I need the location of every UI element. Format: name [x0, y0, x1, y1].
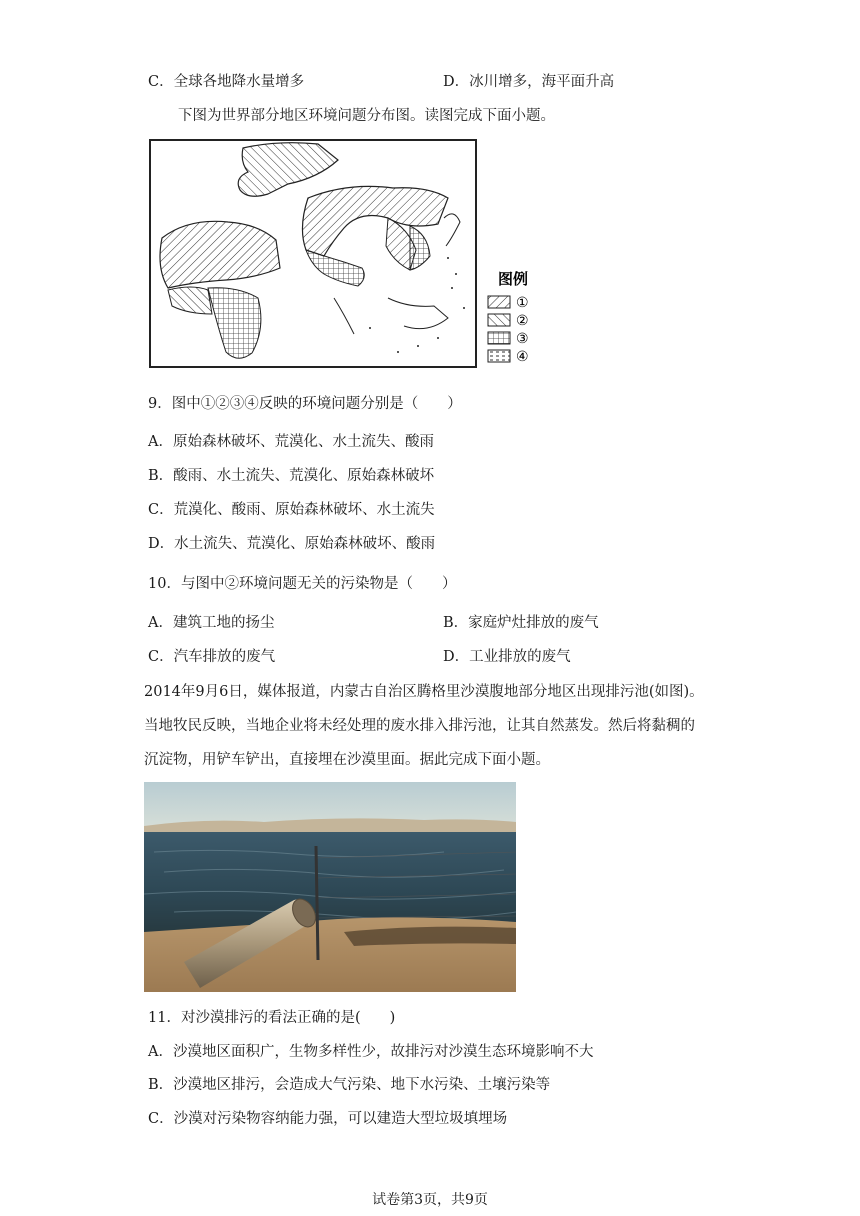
q10-option-d: D．工业排放的废气	[443, 649, 571, 665]
q11-option-b: B．沙漠地区排污，会造成大气污染、地下水污染、土壤污染等	[148, 1077, 551, 1093]
q8-option-d: D．冰川增多，海平面升高	[443, 74, 615, 90]
environment-problem-map	[148, 138, 558, 370]
legend-swatch-2	[488, 314, 510, 326]
passage-line-2: 当地牧民反映，当地企业将未经处理的废水排入排污池，让其自然蒸发。然后将黏稠的	[144, 718, 695, 734]
legend-label-2: ②	[516, 313, 529, 329]
passage-line-3: 沉淀物，用铲车铲出，直接埋在沙漠里面。据此完成下面小题。	[144, 752, 550, 768]
passage-line-1: 2014年9月6日，媒体报道，内蒙古自治区腾格里沙漠腹地部分地区出现排污池(如图)。	[144, 684, 704, 700]
legend-swatch-1	[488, 296, 510, 308]
legend-label-3: ③	[516, 331, 529, 347]
fence-post	[316, 846, 318, 960]
q11-option-c: C．沙漠对污染物容纳能力强，可以建造大型垃圾填埋场	[148, 1111, 508, 1127]
sewage-pool-photo	[144, 782, 516, 992]
q8-option-c: C．全球各地降水量增多	[148, 74, 305, 90]
q10-option-b: B．家庭炉灶排放的废气	[443, 615, 599, 631]
legend-swatch-4	[488, 350, 510, 362]
q9-option-a: A．原始森林破坏、荒漠化、水土流失、酸雨	[148, 434, 434, 450]
map-intro: 下图为世界部分地区环境问题分布图。读图完成下面小题。	[178, 108, 555, 124]
q9-option-c: C．荒漠化、酸雨、原始森林破坏、水土流失	[148, 502, 435, 518]
q10-option-a: A．建筑工地的扬尘	[148, 615, 275, 631]
q11-option-a: A．沙漠地区面积广，生物多样性少，故排污对沙漠生态环境影响不大	[148, 1044, 594, 1060]
q9-stem: 9．图中①②③④反映的环境问题分别是（ ）	[148, 396, 462, 412]
q10-stem: 10．与图中②环境问题无关的污染物是（ ）	[148, 576, 457, 592]
q9-option-b: B．酸雨、水土流失、荒漠化、原始森林破坏	[148, 468, 435, 484]
q11-stem: 11．对沙漠排污的看法正确的是( )	[148, 1010, 396, 1026]
legend-label-4: ④	[516, 349, 529, 365]
q9-option-d: D．水土流失、荒漠化、原始森林破坏、酸雨	[148, 536, 436, 552]
q10-option-c: C．汽车排放的废气	[148, 649, 276, 665]
page-footer: 试卷第3页，共9页	[372, 1192, 488, 1208]
legend-label-1: ①	[516, 295, 529, 311]
legend-swatch-3	[488, 332, 510, 344]
legend-title: 图例	[498, 271, 529, 288]
